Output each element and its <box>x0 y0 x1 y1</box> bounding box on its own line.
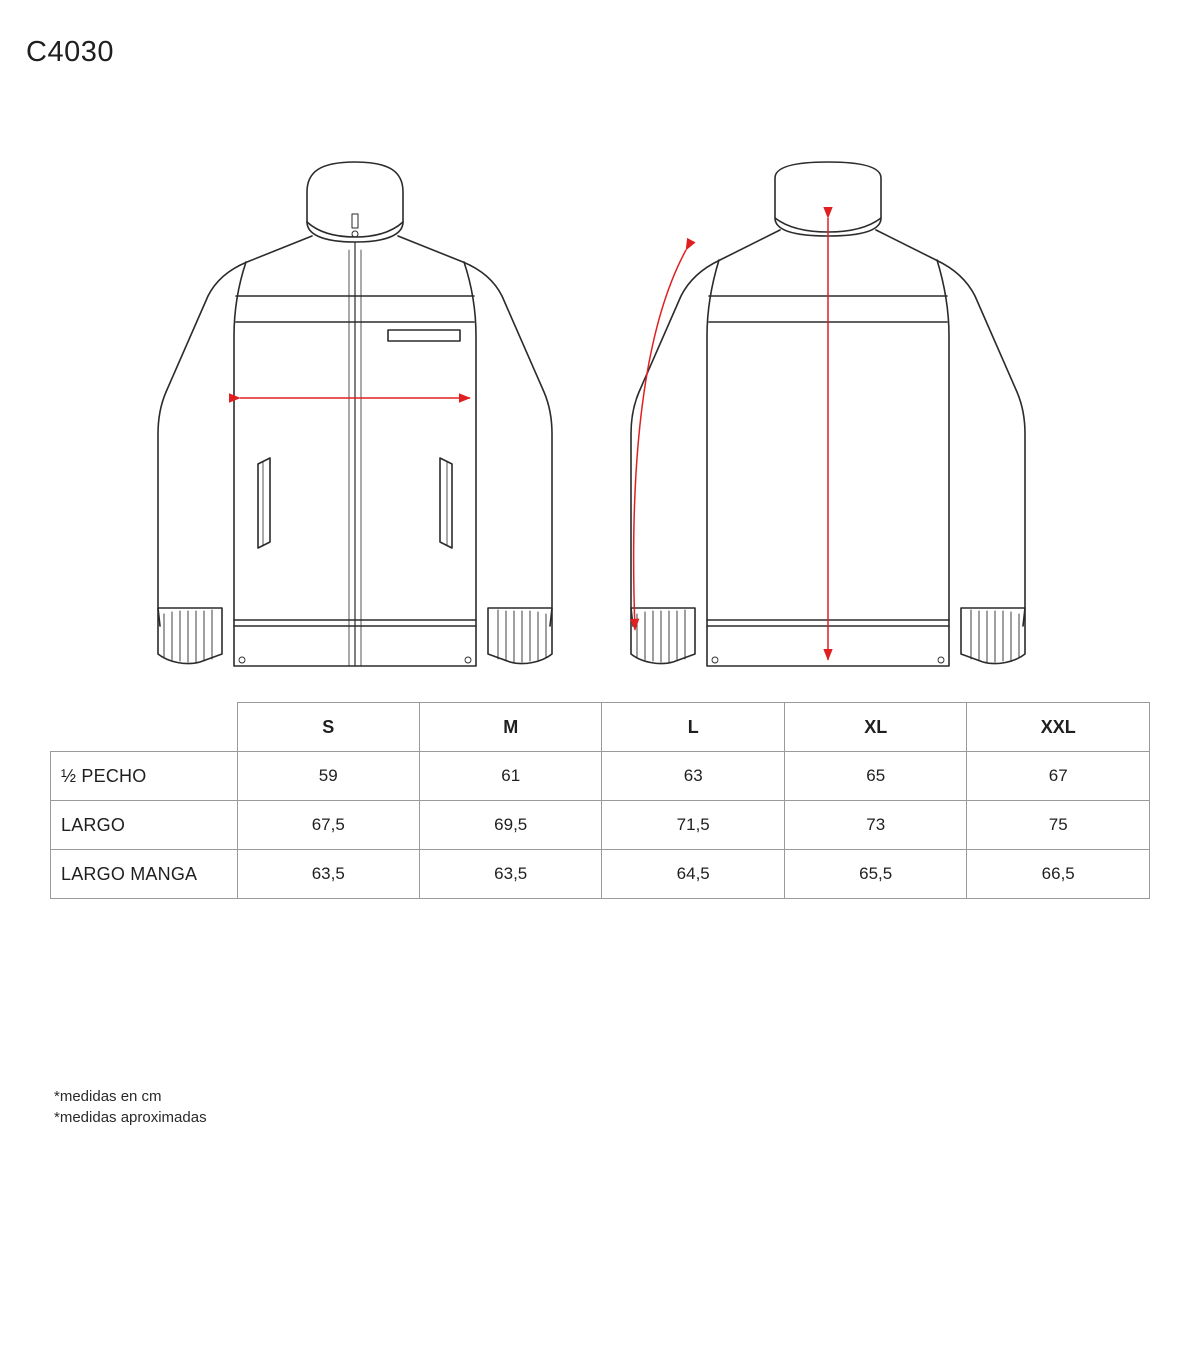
row-label-half-chest: ½ PECHO <box>51 752 238 801</box>
table-corner-cell <box>51 703 238 752</box>
cell-length-m: 69,5 <box>419 801 601 850</box>
cell-half-chest-xl: 65 <box>784 752 966 801</box>
column-header-s: S <box>237 703 419 752</box>
size-chart-table <box>50 702 1150 899</box>
column-header-xxl: XXL <box>967 703 1150 752</box>
cell-half-chest-s: 59 <box>237 752 419 801</box>
footnote-approx: *medidas aproximadas <box>54 1109 207 1126</box>
table-row <box>51 801 1150 850</box>
cell-sleeve-s: 63,5 <box>237 850 419 899</box>
sleeve-length-arrow <box>634 250 686 630</box>
cell-length-l: 71,5 <box>602 801 784 850</box>
footnotes <box>54 1086 207 1128</box>
cell-half-chest-l: 63 <box>602 752 784 801</box>
column-header-m: M <box>419 703 601 752</box>
table-header-row <box>51 703 1150 752</box>
footnote-units: *medidas en cm <box>54 1088 162 1105</box>
cell-length-xl: 73 <box>784 801 966 850</box>
cell-length-xxl: 75 <box>967 801 1150 850</box>
table-row <box>51 752 1150 801</box>
column-header-xl: XL <box>784 703 966 752</box>
jacket-views-svg <box>0 110 1200 670</box>
table-row <box>51 850 1150 899</box>
cell-sleeve-xl: 65,5 <box>784 850 966 899</box>
cell-length-s: 67,5 <box>237 801 419 850</box>
jacket-front-technical-drawing <box>158 162 552 666</box>
row-label-length: LARGO <box>51 801 238 850</box>
cell-sleeve-m: 63,5 <box>419 850 601 899</box>
cell-sleeve-l: 64,5 <box>602 850 784 899</box>
technical-drawings <box>0 110 1200 670</box>
cell-half-chest-m: 61 <box>419 752 601 801</box>
page-title: C4030 <box>26 36 114 68</box>
row-label-sleeve-length: LARGO MANGA <box>51 850 238 899</box>
column-header-l: L <box>602 703 784 752</box>
cell-half-chest-xxl: 67 <box>967 752 1150 801</box>
cell-sleeve-xxl: 66,5 <box>967 850 1150 899</box>
